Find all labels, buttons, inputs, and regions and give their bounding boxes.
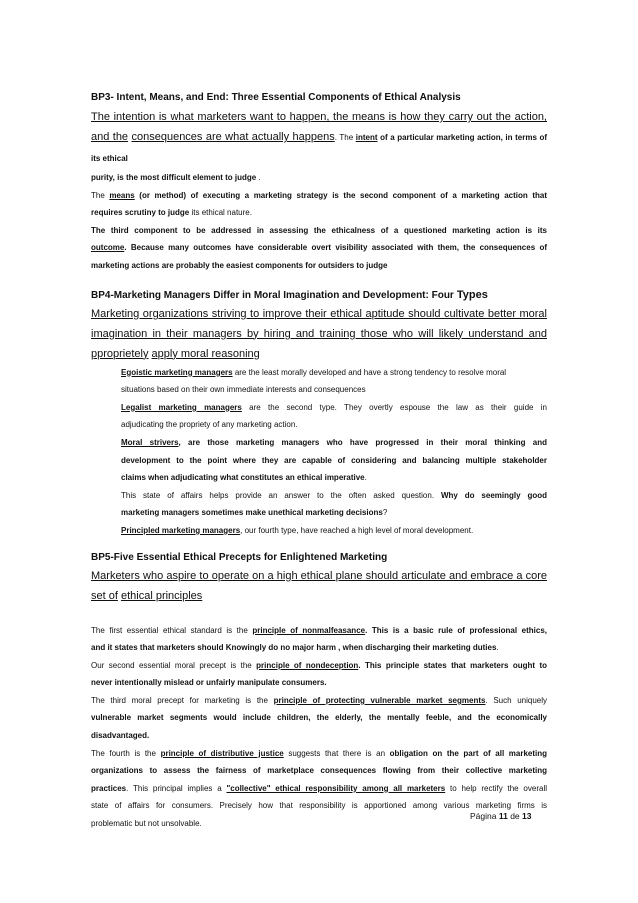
bp3-lead-line-2: consequences are what actually happens [131, 131, 335, 143]
bp3-p3 [91, 239, 547, 257]
bp5-term-distributive: principle of distributive justice [160, 748, 284, 758]
bp5-p4-h: state of affairs for consumers. Precisely how that responsibility is apportioned among various marketing firms is [91, 801, 547, 811]
bp5-p4-cont [91, 780, 547, 798]
bp3-p1-d: . [256, 173, 261, 182]
bp5-p4-f: . This principal implies a [126, 783, 227, 793]
bp5-p3-a: The third moral precept for marketing is the [91, 695, 274, 705]
bp4-state-b: Why do seemingly good [440, 490, 547, 500]
bp4-moral-b: development to the point where they are capable of considering and balancing multiple stakeholder [121, 455, 547, 465]
bp3-p2-d: its ethical nature. [189, 208, 252, 218]
bp5-p3-c: vulnerable market segments would include children, the elderly, the mentally feeble, and the economically [91, 713, 547, 723]
bp5-p1-b: . This is a basic rule of professional ethics, [365, 625, 547, 635]
bp3-p2-b: (or method) of executing a marketing strategy is the second component of a marketing action that [134, 190, 547, 200]
bp3-p2-c: requires scrutiny to judge [91, 208, 190, 218]
bp4-legalist-b: adjudicating the propriety of any marketing action [121, 420, 296, 430]
bp5-p2-c: never intentionally mislead or unfairly manipulate consumers. [91, 678, 327, 688]
bp3-lead-line-1: The intention is what marketers want to happen, the means is how they carry out the action, and the [91, 111, 547, 143]
bp4-lead-line-1: Marketing organizations striving to improve their ethical aptitude should cultivate better moral [91, 307, 547, 320]
bp5-lead [91, 566, 547, 606]
bp5-p4-d: organizations to assess the fairness of marketplace consequences flowing from their collective marketing [91, 766, 547, 776]
bp5-p3-b: . Such uniquely [485, 695, 548, 705]
bp3-p1-b: of a particular marketing action, in terms of its ethical [91, 133, 548, 163]
footer-total-pages: 13 [522, 811, 532, 821]
bp3-p2 [91, 187, 547, 205]
bp4-state-c: marketing managers sometimes make unethical marketing decisions [121, 508, 383, 518]
bp4-heading [91, 289, 547, 302]
bp5-p4-i: problematic but not unsolvable. [91, 819, 202, 829]
bp3-p1-a: . The [334, 133, 356, 142]
bp4-term-legalist: Legalist marketing managers [121, 402, 242, 412]
bp5-p1-d: . [496, 643, 499, 653]
footer-of: de [507, 811, 523, 821]
bp4-lead-line-3: apply moral reasoning [151, 347, 260, 360]
bp3-term-intent: intent [355, 133, 378, 142]
bp5-p1-c: and it states that marketers should Knowingly do no major harm , when discharging their marketing duties [91, 643, 497, 653]
bp4-moral-cont [121, 469, 547, 487]
bp4-egoistic [121, 364, 547, 382]
bp3-p1-c: purity, is the most difficult element to judge [91, 173, 257, 182]
bp5-lead-line-1: Marketers who aspire to operate on a high ethical plane should articulate and embrace a core set of [91, 569, 547, 602]
bp5-term-nonmalfeasance: principle of nonmalfeasance [252, 625, 366, 635]
bp5-p1-a: The first essential ethical standard is the [91, 625, 253, 635]
bp5-heading: BP5-Five Essential Ethical Precepts for Enlightened Marketing [91, 551, 388, 563]
bp4-principled [121, 522, 547, 540]
bp4-state [121, 487, 547, 505]
bp4-lead [91, 304, 547, 364]
bp3-p1-cont [91, 169, 547, 187]
bp3-term-means: means [109, 190, 135, 200]
bp4-egoistic-b: situations based on their own immediate interests and consequences [121, 385, 366, 395]
bp5-p4 [91, 745, 547, 763]
bp4-legalist-a: are the second type. They overtly espouse the law as their guide in [241, 402, 547, 412]
bp4-moral-a: , are those marketing managers who have progressed in their moral thinking and [178, 437, 548, 447]
bp4-moral-d: . [364, 473, 367, 483]
bp3-heading: BP3- Intent, Means, and End: Three Essential Components of Ethical Analysis [91, 92, 461, 103]
bp5-p2 [91, 657, 547, 675]
bp5-p4-a: The fourth is the [91, 748, 161, 758]
bp4-legalist-c: . [295, 420, 298, 430]
bp3-p3-b: . Because many outcomes have considerable overt visibility associated with them, the consequences of [124, 243, 547, 253]
bp4-heading-tail: Types [453, 288, 488, 301]
bp4-heading-text: BP4-Marketing Managers Differ in Moral Imagination and Development: Four [91, 289, 454, 301]
bp5-p2-b: . This principle states that marketers ought to [358, 660, 548, 670]
bp5-p4-g: to help rectify the overall [445, 783, 547, 793]
bp3-p3-c: marketing actions are probably the easiest components for outsiders to judge [91, 260, 388, 270]
bp4-state-d: ? [382, 508, 388, 518]
bp5-lead-line-2: ethical principles [120, 589, 203, 602]
bp3-p2-a: The [91, 190, 110, 200]
bp5-p4-e: practices [91, 783, 127, 793]
bp4-legalist-cont [121, 416, 547, 434]
bp3-p3-a: The third component to be addressed in assessing the ethicalness of a questioned marketing action is its [91, 225, 547, 235]
bp4-egoistic-a: are the least morally developed and have a strong tendency to resolve moral [232, 367, 507, 377]
footer-label: Página [470, 811, 499, 821]
bp3-p2-cont [91, 204, 547, 222]
bp3-term-outcome: outcome [91, 243, 125, 253]
page-content [91, 92, 547, 833]
bp5-p3-d: disadvantaged. [91, 731, 150, 741]
bp4-term-egoistic: Egoistic marketing managers [121, 367, 233, 377]
bp4-state-a: This state of affairs helps provide an answer to the often asked question. [121, 490, 441, 500]
bp4-legalist [121, 399, 547, 417]
bp5-term-vulnerable: principle of protecting vulnerable market segments [273, 695, 486, 705]
bp5-p4-c: obligation on the part of all marketing [389, 748, 548, 758]
bp4-principled-a: , our fourth type, have reached a high level of moral development. [240, 525, 474, 535]
bp4-moral-c: claims when adjudicating what constitutes an ethical imperative [121, 473, 365, 483]
bp5-term-collective: "collective" ethical responsibility among all marketers [226, 783, 446, 793]
bp5-term-nondeception: principle of nondeception [256, 660, 359, 670]
bp4-term-principled: Principled marketing managers [121, 525, 241, 535]
bp5-p1-cont [91, 639, 547, 657]
bp4-state-cont [121, 504, 547, 522]
bp3-lead [91, 107, 547, 169]
bp4-lead-line-2: imagination in their managers by hiring and training those who will likely understand and pproprietely [91, 327, 547, 360]
bp5-p1 [91, 622, 547, 640]
bp4-moral [121, 434, 547, 452]
bp5-p3 [91, 692, 547, 710]
bp4-types-list [121, 364, 547, 540]
page-footer [470, 811, 532, 821]
bp5-p2-a: Our second essential moral precept is the [91, 660, 257, 670]
footer-page-number: 11 [498, 811, 508, 821]
bp5-p4-b: suggests that there is an [283, 748, 390, 758]
bp4-term-moral: Moral strivers [121, 437, 179, 447]
